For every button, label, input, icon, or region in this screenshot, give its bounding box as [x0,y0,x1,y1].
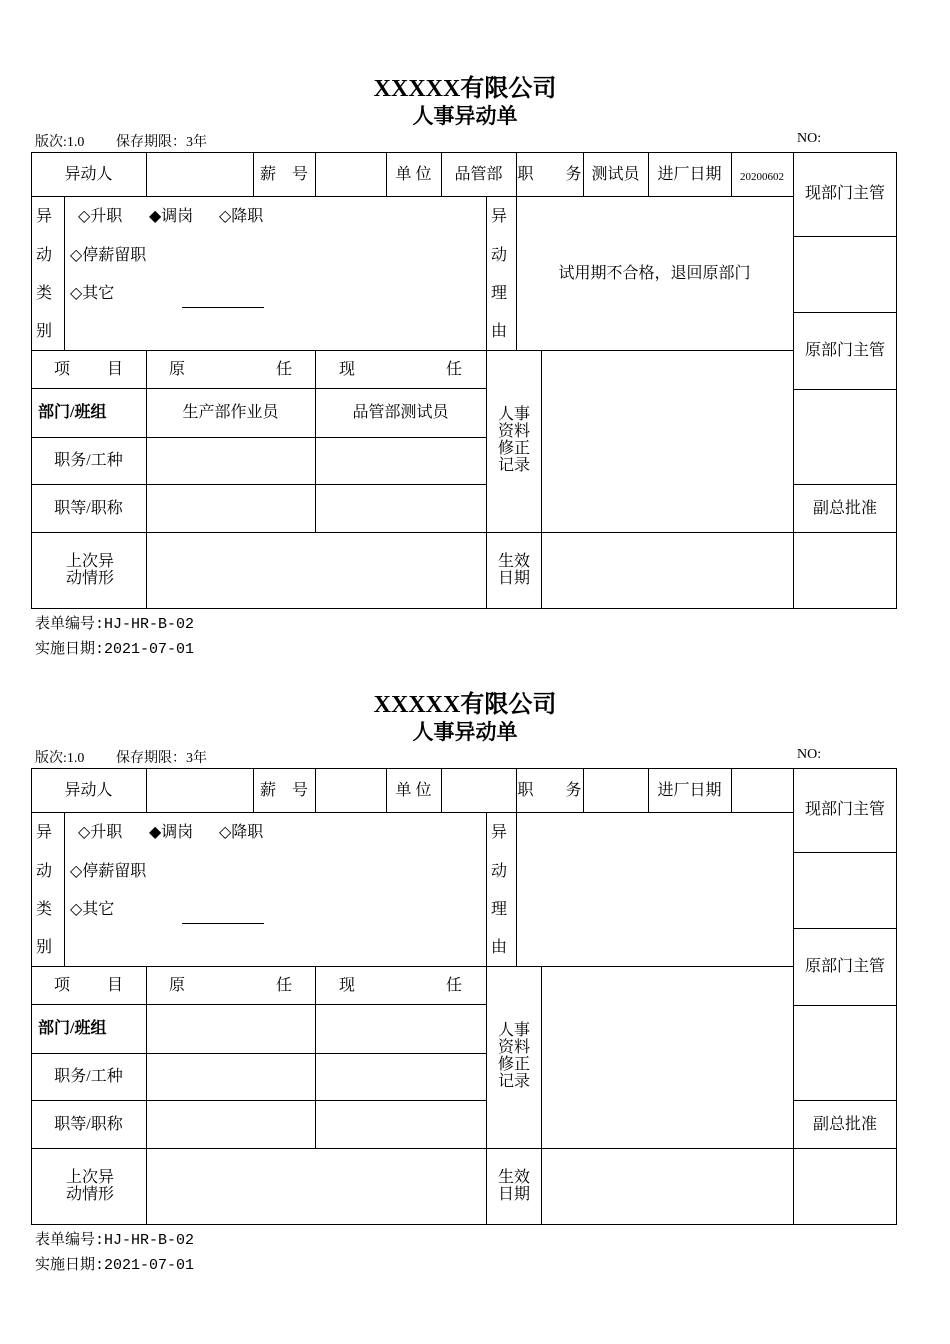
form-title: 人事异动单 [412,104,518,128]
row-job-label: 职务/工种 [54,1068,123,1085]
hr-record-label: 人事 资料 修正 记录 [497,1022,530,1090]
col-curr-1: 现 [339,977,356,994]
change-type-label-4: 别 [36,939,53,956]
unit-label: 单 位 [395,782,432,799]
salary-label: 薪 号 [259,166,308,183]
entry-date-value[interactable]: 20200602 [740,171,784,183]
reason-label-2: 动 [491,247,508,264]
option-suspend[interactable]: ◇停薪留职 [70,863,147,880]
personnel-change-form [0,616,950,1274]
reason-label-3: 理 [491,901,508,918]
vp-approval-label: 副总批准 [812,500,877,517]
reason-label-1: 异 [491,208,508,225]
row-job-label: 职务/工种 [54,452,123,469]
reason-text[interactable]: 试用期不合格，退回原部门 [558,265,751,282]
version-label: 版次:1.0 [35,751,85,766]
option-transfer[interactable]: ◆调岗 [149,824,194,841]
col-curr-1: 现 [339,361,356,378]
other-blank-line[interactable] [182,307,264,308]
entry-date-label: 进厂日期 [657,166,722,183]
job-value[interactable]: 测试员 [591,166,640,183]
unit-label: 单 位 [395,166,432,183]
col-item-2: 目 [107,361,124,378]
last-change-label: 上次异 动情形 [65,1169,114,1203]
col-orig-2: 任 [276,361,293,378]
row-grade-label: 职等/职称 [54,500,123,517]
implementation-date: 实施日期:2021-07-01 [35,641,195,658]
form-code: 表单编号:HJ-HR-B-02 [35,616,195,633]
form-grid [0,0,950,616]
unit-value[interactable]: 品管部 [454,166,503,183]
last-change-label: 上次异 动情形 [65,553,114,587]
row-dept-label: 部门/班组 [38,404,107,421]
salary-label: 薪 号 [259,782,308,799]
change-type-label-2: 动 [36,247,53,264]
col-item-1: 项 [54,977,71,994]
original-dept-manager-label: 原部门主管 [804,342,885,359]
retention-label: 保存期限：3年 [116,135,207,150]
vp-approval-label: 副总批准 [812,1116,877,1133]
option-promote[interactable]: ◇升职 [78,824,123,841]
col-item-1: 项 [54,361,71,378]
job-label: 职 务 [517,166,582,183]
col-curr-2: 任 [446,977,463,994]
original-dept-manager-label: 原部门主管 [804,958,885,975]
no-label: NO: [797,747,822,762]
option-demote[interactable]: ◇降职 [219,824,264,841]
other-blank-line[interactable] [182,923,264,924]
change-type-label-3: 类 [36,285,53,302]
no-label: NO: [797,131,822,146]
change-type-label-3: 类 [36,901,53,918]
change-type-label-1: 异 [36,824,53,841]
current-dept-manager-label: 现部门主管 [804,801,885,818]
col-item-2: 目 [107,977,124,994]
person-label: 异动人 [64,166,113,183]
effective-date-label: 生效 日期 [497,1169,530,1203]
option-demote[interactable]: ◇降职 [219,208,264,225]
hr-record-label: 人事 资料 修正 记录 [497,406,530,474]
reason-label-4: 由 [491,939,508,956]
reason-label-4: 由 [491,323,508,340]
reason-label-3: 理 [491,285,508,302]
job-label: 职 务 [517,782,582,799]
col-curr-2: 任 [446,361,463,378]
effective-date-label: 生效 日期 [497,553,530,587]
reason-label-2: 动 [491,863,508,880]
reason-label-1: 异 [491,824,508,841]
option-transfer[interactable]: ◆调岗 [149,208,194,225]
current-dept-manager-label: 现部门主管 [804,185,885,202]
person-label: 异动人 [64,782,113,799]
option-suspend[interactable]: ◇停薪留职 [70,247,147,264]
col-orig-1: 原 [169,361,186,378]
retention-label: 保存期限：3年 [116,751,207,766]
dept-current[interactable]: 品管部测试员 [352,404,449,421]
col-orig-2: 任 [276,977,293,994]
form-title: 人事异动单 [412,720,518,744]
implementation-date: 实施日期:2021-07-01 [35,1257,195,1274]
company-name: XXXXX有限公司 [373,692,557,718]
form-grid [0,616,950,1232]
entry-date-label: 进厂日期 [657,782,722,799]
change-type-label-1: 异 [36,208,53,225]
option-other[interactable]: ◇其它 [70,901,115,918]
version-label: 版次:1.0 [35,135,85,150]
option-promote[interactable]: ◇升职 [78,208,123,225]
change-type-label-4: 别 [36,323,53,340]
row-dept-label: 部门/班组 [38,1020,107,1037]
col-orig-1: 原 [169,977,186,994]
row-grade-label: 职等/职称 [54,1116,123,1133]
option-other[interactable]: ◇其它 [70,285,115,302]
form-code: 表单编号:HJ-HR-B-02 [35,1232,195,1249]
company-name: XXXXX有限公司 [373,76,557,102]
change-type-label-2: 动 [36,863,53,880]
dept-original[interactable]: 生产部作业员 [182,404,279,421]
personnel-change-form [0,0,950,658]
